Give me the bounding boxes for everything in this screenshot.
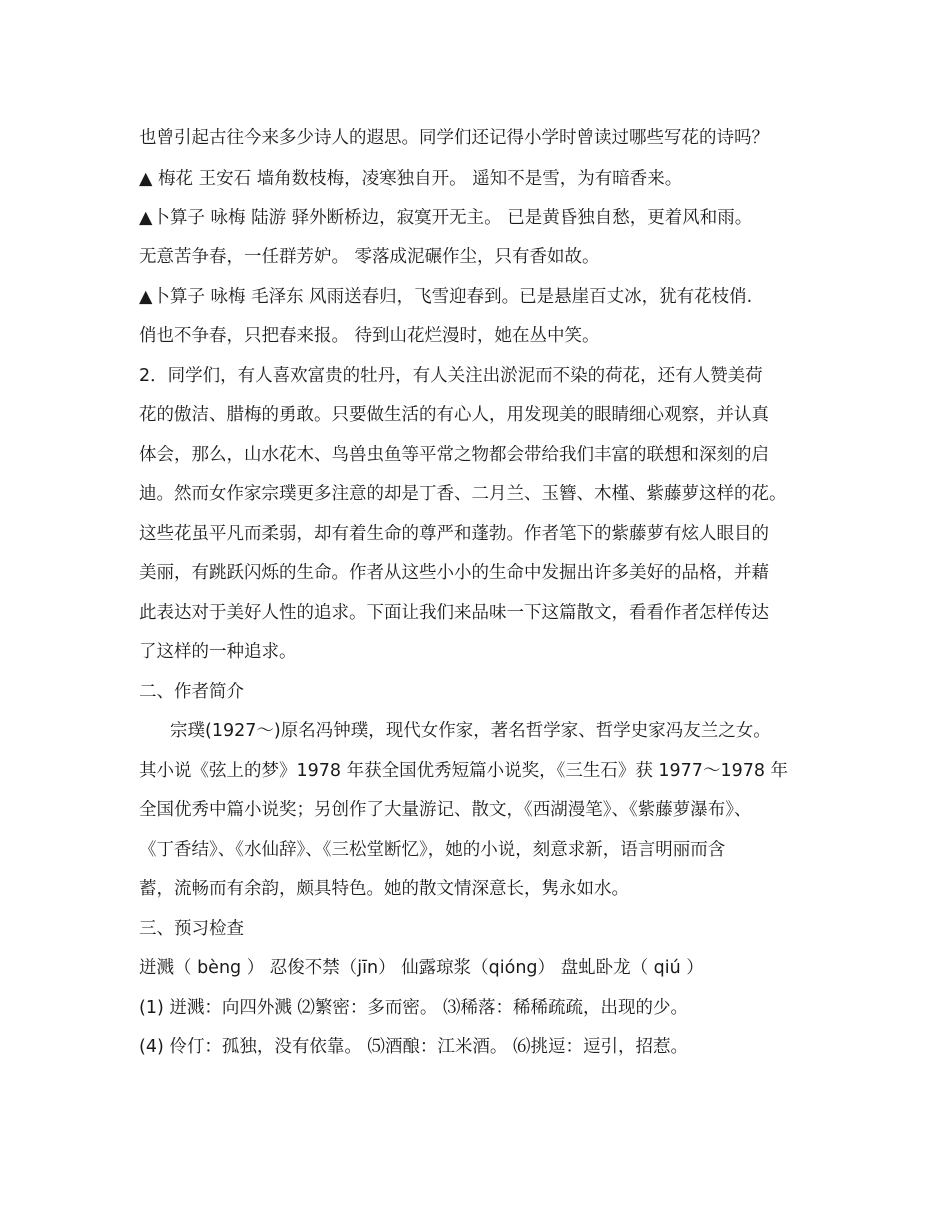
poem-line-busuanzi-maozedong-2: 俏也不争春，只把春来报。 待到山花烂漫时，她在丛中笑。 <box>139 326 600 346</box>
paragraph-2-line-2: 花的傲洁、腊梅的勇敢。只要做生活的有心人，用发现美的眼睛细心观察，并认真 <box>139 405 769 425</box>
paragraph-2-line-5: 这些花虽平凡而柔弱，却有着生命的尊严和蓬勃。作者笔下的紫藤萝有炫人眼目的 <box>139 524 769 544</box>
author-paragraph-line-5: 蓄，流畅而有余韵，颇具特色。她的散文情深意长，隽永如水。 <box>139 879 629 899</box>
poem-line-busuanzi-luyou-1: ▲卜算子 咏梅 陆游 驿外断桥边，寂寞开无主。 已是黄昏独自愁，更着风和雨。 <box>139 208 753 228</box>
pronunciation-line: 迸溅（ bèng ） 忍俊不禁（jīn） 仙露琼浆（qióng） 盘虬卧龙（ qiú ） <box>139 958 704 978</box>
paragraph-2-line-8: 了这样的一种追求。 <box>139 642 297 662</box>
author-paragraph-line-2: 其小说《弦上的梦》1978 年获全国优秀短篇小说奖，《三生石》获 1977～1978 年 <box>139 761 789 781</box>
poem-line-busuanzi-maozedong-1: ▲卜算子 咏梅 毛泽东 风雨送春归，飞雪迎春到。已是悬崖百丈冰，犹有花枝俏. <box>139 287 753 307</box>
paragraph-2-line-3: 体会，那么，山水花木、鸟兽虫鱼等平常之物都会带给我们丰富的联想和深刻的启 <box>139 445 769 465</box>
author-paragraph-line-1: 宗璞(1927～)原名冯钟璞，现代女作家，著名哲学家、哲学史家冯友兰之女。 <box>170 721 771 741</box>
paragraph-2-line-1: 2．同学们，有人喜欢富贵的牡丹，有人关注出淤泥而不染的荷花，还有人赞美荷 <box>139 366 763 386</box>
definition-line-2: (4) 伶仃：孤独，没有依靠。 ⑸酒酿：江米酒。 ⑹挑逗：逗引，招惹。 <box>139 1037 688 1057</box>
paragraph-2-line-6: 美丽，有跳跃闪烁的生命。作者从这些小小的生命中发掘出许多美好的品格，并藉 <box>139 563 769 583</box>
section-heading-preview: 三、预习检查 <box>139 919 244 939</box>
paragraph-2-line-7: 此表达对于美好人性的追求。下面让我们来品味一下这篇散文，看看作者怎样传达 <box>139 603 769 623</box>
author-paragraph-line-3: 全国优秀中篇小说奖；另创作了大量游记、散文，《西湖漫笔》、《紫藤萝瀑布》、 <box>139 800 752 820</box>
poem-line-plum-blossom: ▲ 梅花 王安石 墙角数枝梅，凌寒独自开。 遥知不是雪，为有暗香来。 <box>139 169 683 189</box>
text-line-1: 也曾引起古往今来多少诗人的遐思。同学们还记得小学时曾读过哪些写花的诗吗？ <box>139 128 769 148</box>
paragraph-2-line-4: 迪。然而女作家宗璞更多注意的却是丁香、二月兰、玉簪、木槿、紫藤萝这样的花。 <box>139 484 787 504</box>
author-paragraph-line-4: 《丁香结》、《水仙辞》、《三松堂断忆》，她的小说，刻意求新，语言明丽而含 <box>139 840 726 860</box>
definition-line-1: (1) 迸溅：向四外溅 ⑵繁密：多而密。 ⑶稀落：稀稀疏疏，出现的少。 <box>139 998 688 1018</box>
section-heading-author: 二、作者简介 <box>139 682 244 702</box>
poem-line-busuanzi-luyou-2: 无意苦争春，一任群芳妒。 零落成泥碾作尘，只有香如故。 <box>139 247 600 267</box>
